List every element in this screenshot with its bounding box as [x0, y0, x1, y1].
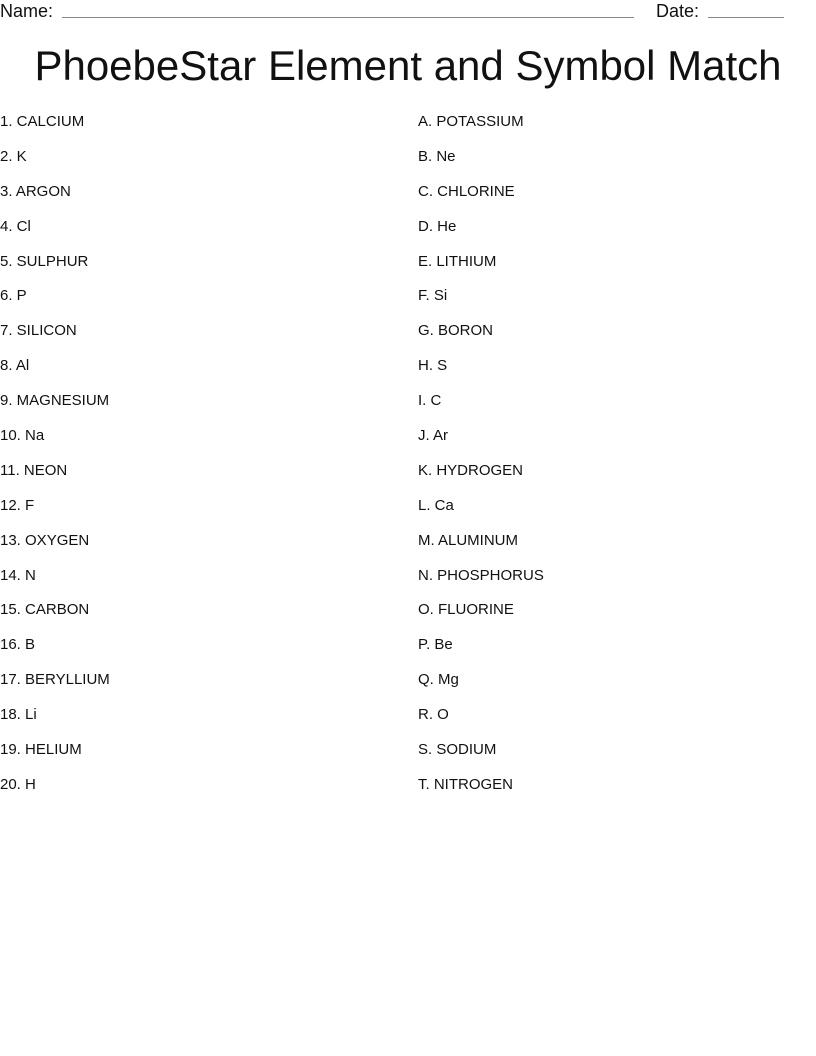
list-item: 13. OXYGEN — [0, 531, 90, 549]
element-names-column — [0, 112, 400, 810]
list-item: A. POTASSIUM — [418, 113, 524, 130]
list-item: B. Ne — [418, 147, 456, 165]
list-item: E. LITHIUM — [418, 252, 497, 270]
list-item: D. He — [418, 217, 457, 235]
list-item: Q. Mg — [418, 671, 459, 689]
date-label: Date: — [656, 1, 700, 21]
list-item: 11. NEON — [0, 461, 68, 479]
list-item: 15. CARBON — [0, 601, 90, 619]
list-item: N. PHOSPHORUS — [418, 566, 544, 584]
list-item: 10. Na — [0, 427, 45, 445]
list-item: H. S — [418, 357, 448, 375]
list-item: R. O — [418, 706, 449, 724]
list-item: 20. H — [0, 775, 36, 793]
name-label: Name: — [0, 1, 54, 21]
list-item: J. Ar — [418, 427, 449, 445]
list-item: 12. F — [0, 496, 35, 514]
list-item: 18. Li — [0, 706, 37, 724]
worksheet-header — [0, 0, 816, 24]
list-item: L. Ca — [418, 496, 454, 514]
list-item: 4. Cl — [0, 217, 31, 235]
list-item: 16. B — [0, 636, 36, 654]
list-item: 5. SULPHUR — [0, 252, 89, 270]
list-item: 7. SILICON — [0, 322, 77, 340]
date-blank-line — [708, 17, 784, 18]
list-item: F. Si — [418, 287, 448, 305]
list-item: I. C — [418, 392, 442, 410]
list-item: K. HYDROGEN — [418, 461, 524, 479]
page-title: PhoebeStar Element and Symbol Match — [34, 42, 782, 89]
list-item: 6. P — [0, 287, 27, 305]
list-item: C. CHLORINE — [418, 182, 515, 200]
list-item: 19. HELIUM — [0, 741, 82, 759]
list-item: 14. N — [0, 566, 36, 584]
list-item: G. BORON — [418, 322, 494, 340]
list-item: 2. K — [0, 147, 27, 165]
name-blank-line — [62, 17, 634, 18]
list-item: 3. ARGON — [0, 182, 71, 200]
list-item: M. ALUMINUM — [418, 531, 519, 549]
list-item: 8. Al — [0, 357, 30, 375]
list-item: O. FLUORINE — [418, 601, 514, 619]
list-item: 9. MAGNESIUM — [0, 392, 110, 410]
list-item: P. Be — [418, 636, 453, 654]
list-item: S. SODIUM — [418, 741, 497, 759]
answer-choices-column — [418, 112, 816, 810]
list-item: 1. CALCIUM — [0, 113, 85, 130]
list-item: 17. BERYLLIUM — [0, 671, 110, 689]
list-item: T. NITROGEN — [418, 775, 514, 793]
